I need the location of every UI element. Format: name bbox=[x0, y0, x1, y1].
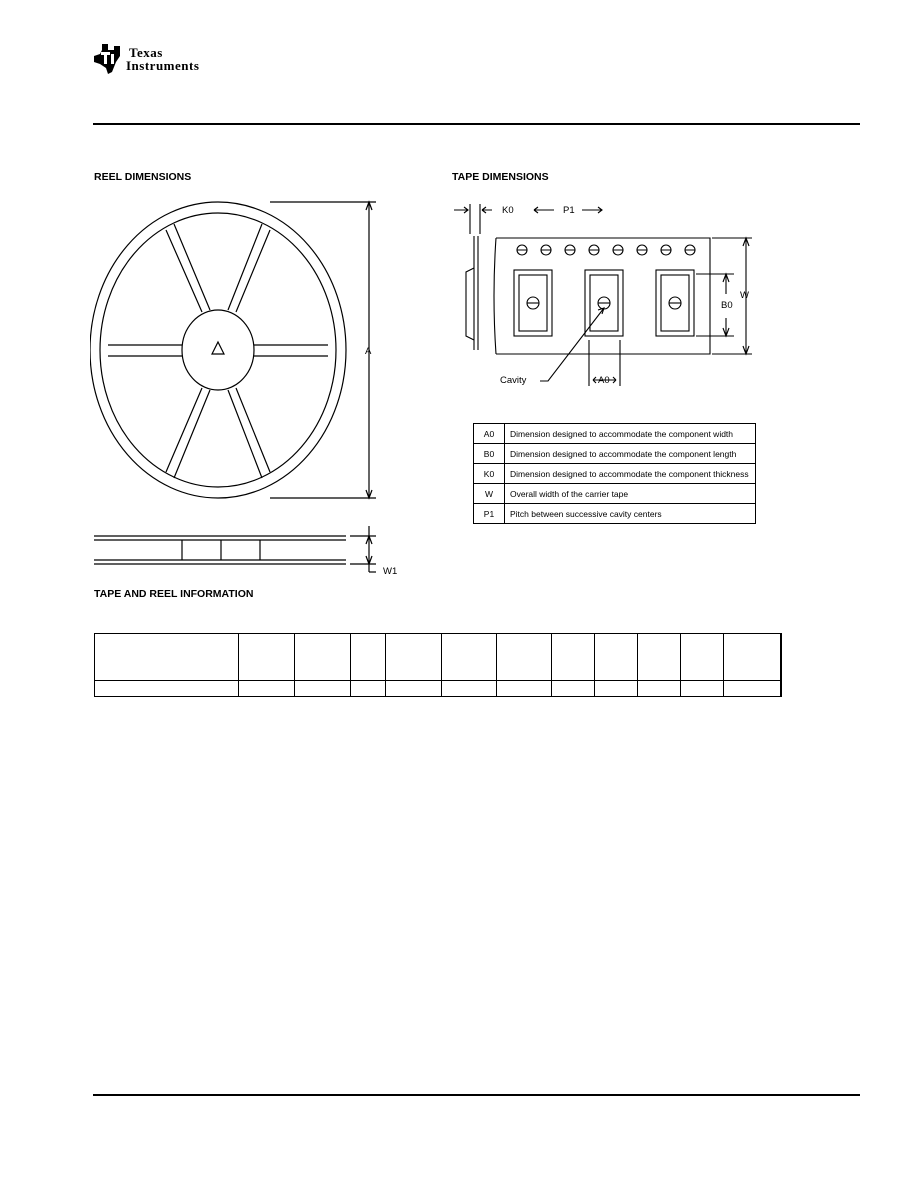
info-data-row bbox=[95, 681, 782, 697]
tape-label-p1: P1 bbox=[563, 205, 575, 216]
legend-text: Dimension designed to accommodate the component thickness bbox=[505, 464, 756, 484]
logo-line1: Texas bbox=[129, 45, 163, 60]
info-header-cell bbox=[552, 634, 595, 681]
legend-key: A0 bbox=[474, 424, 505, 444]
info-data-cell bbox=[95, 681, 239, 697]
tape-label-a0: A0 bbox=[598, 375, 610, 386]
dimension-legend-table bbox=[473, 423, 756, 524]
logo-line2: Instruments bbox=[126, 58, 200, 73]
legend-text: Overall width of the carrier tape bbox=[505, 484, 756, 504]
legend-row bbox=[474, 504, 756, 524]
legend-text: Pitch between successive cavity centers bbox=[505, 504, 756, 524]
legend-row bbox=[474, 464, 756, 484]
info-data-cell bbox=[497, 681, 552, 697]
info-data-cell bbox=[552, 681, 595, 697]
legend-row bbox=[474, 444, 756, 464]
info-data-cell bbox=[595, 681, 638, 697]
reel-diagram bbox=[90, 190, 420, 590]
tape-reel-info-table bbox=[94, 633, 782, 697]
logo-wordmark bbox=[126, 46, 199, 72]
info-header-cell bbox=[386, 634, 442, 681]
info-header-cell bbox=[351, 634, 386, 681]
ti-logo-icon bbox=[92, 42, 124, 76]
info-data-cell bbox=[681, 681, 724, 697]
info-header-cell bbox=[724, 634, 782, 681]
info-header-cell bbox=[595, 634, 638, 681]
info-header-cell bbox=[681, 634, 724, 681]
reel-label-a: A bbox=[365, 346, 372, 357]
info-header-cell bbox=[95, 634, 239, 681]
tape-label-k0: K0 bbox=[502, 205, 514, 216]
info-header-cell bbox=[442, 634, 497, 681]
info-data-cell bbox=[351, 681, 386, 697]
top-rule bbox=[93, 123, 860, 125]
info-data-cell bbox=[638, 681, 681, 697]
tape-label-cavity: Cavity bbox=[500, 375, 527, 386]
info-data-cell bbox=[442, 681, 497, 697]
legend-row bbox=[474, 484, 756, 504]
bottom-rule bbox=[93, 1094, 860, 1096]
tape-dimensions-title: TAPE DIMENSIONS bbox=[452, 171, 549, 183]
info-data-cell bbox=[295, 681, 351, 697]
info-data-cell bbox=[386, 681, 442, 697]
ti-logo bbox=[92, 42, 232, 78]
legend-text: Dimension designed to accommodate the component length bbox=[505, 444, 756, 464]
info-data-cell bbox=[239, 681, 295, 697]
tape-label-b0: B0 bbox=[721, 300, 733, 311]
info-data-cell bbox=[724, 681, 782, 697]
info-header-cell bbox=[239, 634, 295, 681]
legend-key: P1 bbox=[474, 504, 505, 524]
legend-key: K0 bbox=[474, 464, 505, 484]
info-header-cell bbox=[295, 634, 351, 681]
info-header-cell bbox=[497, 634, 552, 681]
tape-reel-info-title: TAPE AND REEL INFORMATION bbox=[94, 588, 254, 600]
info-header-row bbox=[95, 634, 782, 681]
legend-row bbox=[474, 424, 756, 444]
legend-key: W bbox=[474, 484, 505, 504]
reel-label-w1: W1 bbox=[383, 566, 398, 577]
tape-label-w: W bbox=[740, 290, 749, 301]
legend-text: Dimension designed to accommodate the component width bbox=[505, 424, 756, 444]
info-header-cell bbox=[638, 634, 681, 681]
legend-key: B0 bbox=[474, 444, 505, 464]
reel-dimensions-title: REEL DIMENSIONS bbox=[94, 171, 192, 183]
